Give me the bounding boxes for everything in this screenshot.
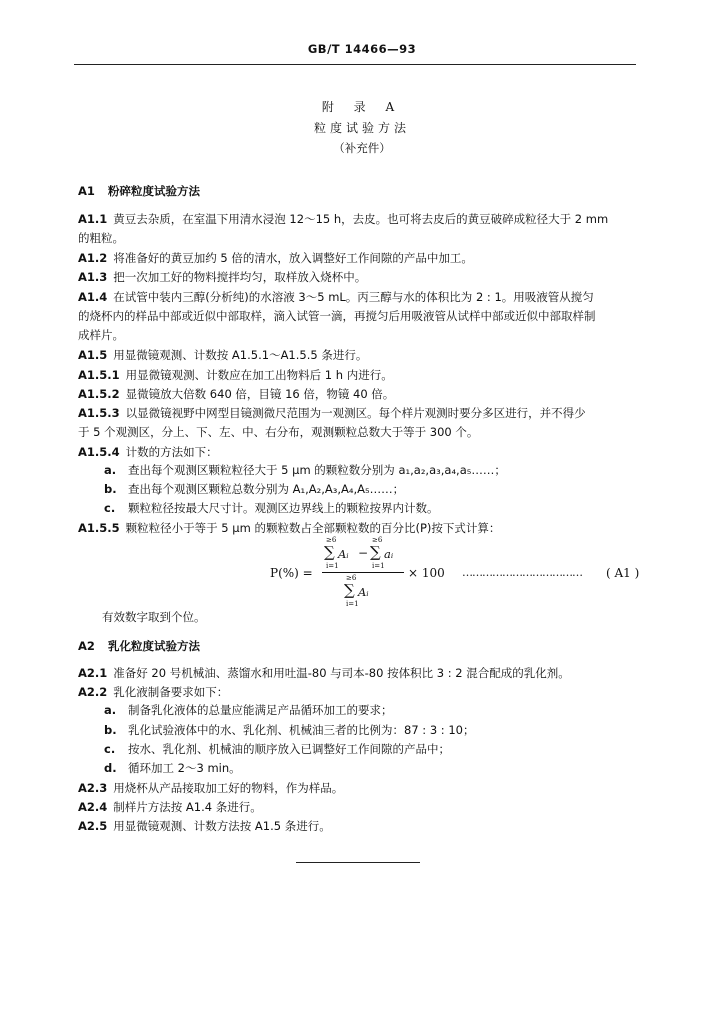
sum-lower-limit: i=1 [326,562,339,570]
clause-text: 制样片方法按 A1.4 条进行。 [113,800,262,814]
clause-text: 以显微镜视野中网型目镜测微尺范围为一观测区。每个样片观测时要分多区进行，并不得少 [125,406,586,420]
clause-text: 在试管中装内三醇(分析纯)的水溶液 3～5 mL。丙三醇与水的体积比为 2 : 1。用吸液管从搅匀 [113,290,594,304]
clause-text: 把一次加工好的物料搅拌均匀，取样放入烧杯中。 [113,270,367,284]
list-text: 乳化试验液体中的水、乳化剂、机械油三者的比例为：87 : 3 : 10； [128,723,475,737]
list-item [104,481,640,497]
formula-numerator [322,538,402,570]
clause-a1-5-4 [78,443,640,462]
list-letter: c. [104,501,116,515]
formula-multiplier: × 100 [408,566,445,580]
sum-symbol: ∑ [344,581,355,599]
list-item [104,760,640,776]
clause-a1-2 [78,249,640,268]
list-text: 颗粒粒径按最大尺寸计。观测区边界线上的颗粒按界内计数。 [128,501,439,515]
clause-text: 用显微镜观测、计数方法按 A1.5 条进行。 [113,819,331,833]
clause-text: 黄豆去杂质，在室温下用清水浸泡 12～15 h，去皮。也可将去皮后的黄豆破碎成粒径大于 2 mm [113,212,609,226]
sum-upper-limit: ≥6 [326,536,337,544]
clause-text: 将准备好的黄豆加约 5 倍的清水，放入调整好工作间隙的产品中加工。 [113,251,473,265]
section-number: A2 [78,639,95,653]
list-letter: d. [104,761,117,775]
clause-text: 成样片。 [78,328,124,342]
appendix-title: 附 录 A [321,100,403,114]
clause-text: 用烧杯从产品接取加工好的物料，作为样品。 [113,781,344,795]
sum-symbol: ∑ [370,543,381,561]
formula-number: ( A1 ) [606,566,640,580]
list-text: 按水、乳化剂、机械油的顺序放入已调整好工作间隙的产品中； [128,742,450,756]
list-item [104,500,640,516]
clause-a1-5-5 [78,519,640,538]
section-heading-a2 [78,638,200,654]
section-title: 乳化粒度试验方法 [108,639,201,653]
list-item [104,702,640,718]
section-title: 粉碎粒度试验方法 [108,184,201,198]
clause-number: A2.1 [78,666,108,680]
clause-number: A2.4 [78,800,108,814]
clause-a2-3 [78,779,640,798]
section-number: A1 [78,184,95,198]
formula-variable: Aᵢ [358,585,369,599]
clause-number: A1.2 [78,251,108,265]
clause-number: A1.5.2 [78,387,120,401]
clause-number: A1.1 [78,212,108,226]
clause-number: A1.5.5 [78,521,120,535]
list-text: 制备乳化液体的总量应能满足产品循环加工的要求； [128,703,393,717]
clause-number: A2.3 [78,781,108,795]
clause-a1-5-3 [78,404,640,442]
sum-lower-limit: i=1 [346,600,359,608]
list-text: 查出每个观测区颗粒粒径大于 5 μm 的颗粒数分别为 a₁,a₂,a₃,a₄,a₅……； [128,463,506,477]
clause-number: A2.5 [78,819,108,833]
clause-text: 用显微镜观测、计数应在加工出物料后 1 h 内进行。 [125,368,393,382]
clause-text: 准备好 20 号机械油、蒸馏水和用吐温-80 与司本-80 按体积比 3 : 2 混合配成的乳化剂。 [113,666,570,680]
clause-a1-5-2 [78,385,640,404]
sum-symbol: ∑ [324,543,335,561]
header-rule [74,64,636,65]
clause-a1-4 [78,288,640,345]
clause-text: 于 5 个观测区，分上、下、左、中、右分布，观测颗粒总数大于等于 300 个。 [78,425,479,439]
sum-lower-limit: i=1 [372,562,385,570]
clause-number: A1.3 [78,270,108,284]
formula-variable: aᵢ [384,547,394,561]
clause-a2-2 [78,683,640,702]
clause-number: A1.5 [78,348,108,362]
clause-number: A2.2 [78,685,108,699]
formula-denominator [342,576,382,608]
end-rule [296,862,420,863]
appendix-note: （补充件） [333,141,391,155]
clause-a1-1 [78,210,640,248]
list-item [104,462,640,478]
clause-text: 乳化液制备要求如下： [113,685,229,699]
clause-a1-3 [78,268,640,287]
formula-leader: ……………………………… [462,566,582,579]
clause-text: 计数的方法如下： [125,445,218,459]
formula-variable: Aᵢ [338,547,349,561]
list-letter: a. [104,463,117,477]
list-letter: b. [104,482,117,496]
appendix-subtitle: 粒度试验方法 [313,121,410,135]
clause-number: A1.5.4 [78,445,120,459]
sum-upper-limit: ≥6 [372,536,383,544]
clause-a2-4 [78,798,640,817]
list-text: 查出每个观测区颗粒总数分别为 A₁,A₂,A₃,A₄,A₅……； [128,482,405,496]
list-letter: c. [104,742,116,756]
sum-upper-limit: ≥6 [346,574,357,582]
clause-number: A1.4 [78,290,108,304]
fraction-bar [322,572,404,573]
clause-a1-5-1 [78,366,640,385]
list-text: 循环加工 2～3 min。 [128,761,241,775]
formula-operator: − [358,546,369,560]
clause-number: A1.5.3 [78,406,120,420]
formula-a1 [270,538,650,610]
list-letter: b. [104,723,117,737]
formula-note: 有效数字取到个位。 [102,610,206,624]
clause-text: 的粗粒。 [78,231,124,245]
clause-text: 用显微镜观测、计数按 A1.5.1～A1.5.5 条进行。 [113,348,368,362]
formula-lhs: P(%) = [270,566,313,580]
clause-a2-1 [78,664,640,683]
list-letter: a. [104,703,117,717]
clause-text: 的烧杯内的样品中部或近似中部取样，滴入试管一滴，再搅匀后用吸液管从试样中部或近似中部取样制 [78,309,596,323]
clause-text: 颗粒粒径小于等于 5 μm 的颗粒数占全部颗粒数的百分比(P)按下式计算： [125,521,501,535]
list-item [104,741,640,757]
clause-text: 显微镜放大倍数 640 倍，目镜 16 倍，物镜 40 倍。 [125,387,395,401]
page-header: GB/T 14466—93 [307,42,417,56]
clause-number: A1.5.1 [78,368,120,382]
list-item [104,722,640,738]
section-heading-a1 [78,183,200,199]
clause-a1-5 [78,346,640,365]
clause-a2-5 [78,817,640,836]
